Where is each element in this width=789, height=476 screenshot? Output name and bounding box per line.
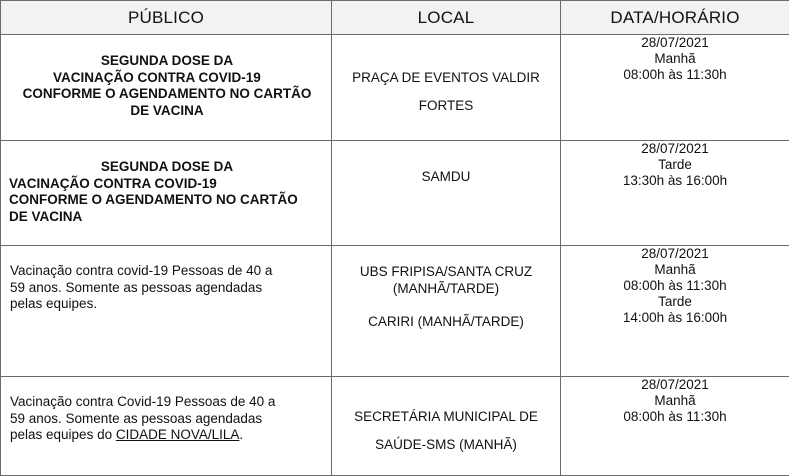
- local-cell: [332, 377, 561, 476]
- time-range-text: 08:00h às 11:30h: [623, 278, 727, 293]
- publico-line: [10, 427, 325, 444]
- time-range-text: 08:00h às 11:30h: [623, 409, 727, 424]
- publico-line: VACINAÇÃO CONTRA COVID-19: [9, 175, 217, 191]
- publico-text: pelas equipes do: [10, 427, 116, 442]
- publico-line: 59 anos. Somente as pessoas agendadas: [10, 410, 263, 426]
- publico-line: 59 anos. Somente as pessoas agendadas: [10, 279, 263, 295]
- local-line: SECRETÁRIA MUNICIPAL DE: [354, 409, 538, 424]
- publico-line: CONFORME O AGENDAMENTO NO CARTÃO: [9, 192, 298, 207]
- data-cell: [561, 141, 789, 246]
- publico-line: DE VACINA: [130, 102, 204, 118]
- data-cell: [561, 246, 789, 377]
- table-row: [1, 377, 789, 476]
- local-line: PRAÇA DE EVENTOS VALDIR: [352, 70, 540, 85]
- publico-line: Vacinação contra Covid-19 Pessoas de 40 a: [10, 394, 276, 409]
- period-text: Tarde: [658, 294, 692, 309]
- table-row: [1, 35, 789, 141]
- time-range-text: 13:30h às 16:00h: [622, 173, 728, 188]
- local-cell: [332, 141, 561, 246]
- date-text: 28/07/2021: [641, 35, 709, 50]
- local-line: CARIRI (MANHÃ/TARDE): [368, 314, 524, 329]
- publico-line: pelas equipes.: [10, 296, 98, 311]
- header-publico: PÚBLICO: [1, 1, 332, 35]
- data-cell: [561, 377, 789, 476]
- local-line: FORTES: [418, 98, 474, 113]
- publico-cell: [1, 35, 332, 141]
- publico-line: Vacinação contra covid-19 Pessoas de 40 a: [10, 263, 273, 278]
- local-line: UBS FRIPISA/SANTA CRUZ: [359, 264, 533, 279]
- date-text: 28/07/2021: [641, 141, 709, 156]
- publico-cell: [1, 377, 332, 476]
- table-row: [1, 141, 789, 246]
- publico-line: DE VACINA: [9, 208, 83, 224]
- local-cell: [332, 35, 561, 141]
- period-text: Manhã: [654, 262, 696, 277]
- table-row: [1, 246, 789, 377]
- period-text: Tarde: [658, 157, 692, 172]
- publico-line: SEGUNDA DOSE DA: [100, 159, 234, 174]
- header-local: LOCAL: [332, 1, 561, 35]
- publico-end: .: [239, 427, 244, 442]
- time-range-text: 08:00h às 11:30h: [623, 67, 727, 82]
- date-text: 28/07/2021: [641, 377, 709, 392]
- period-text: Manhã: [654, 393, 696, 408]
- publico-cell: [1, 141, 332, 246]
- period-text: Manhã: [654, 51, 696, 66]
- publico-line: CONFORME O AGENDAMENTO NO CARTÃO: [22, 86, 312, 101]
- local-line: SAÚDE-SMS (MANHÃ): [375, 437, 517, 452]
- time-range-text: 14:00h às 16:00h: [622, 310, 728, 325]
- header-data-horario: DATA/HORÁRIO: [561, 1, 789, 35]
- publico-line: SEGUNDA DOSE DA: [100, 53, 234, 68]
- local-line: (MANHÃ/TARDE): [392, 281, 500, 296]
- underlined-location: CIDADE NOVA/LILA: [115, 427, 240, 442]
- date-text: 28/07/2021: [641, 246, 709, 261]
- publico-cell: [1, 246, 332, 377]
- data-cell: [561, 35, 789, 141]
- header-row: [1, 1, 789, 35]
- local-cell: [332, 246, 561, 377]
- publico-line: VACINAÇÃO CONTRA COVID-19: [53, 69, 261, 85]
- local-line: SAMDU: [421, 169, 471, 184]
